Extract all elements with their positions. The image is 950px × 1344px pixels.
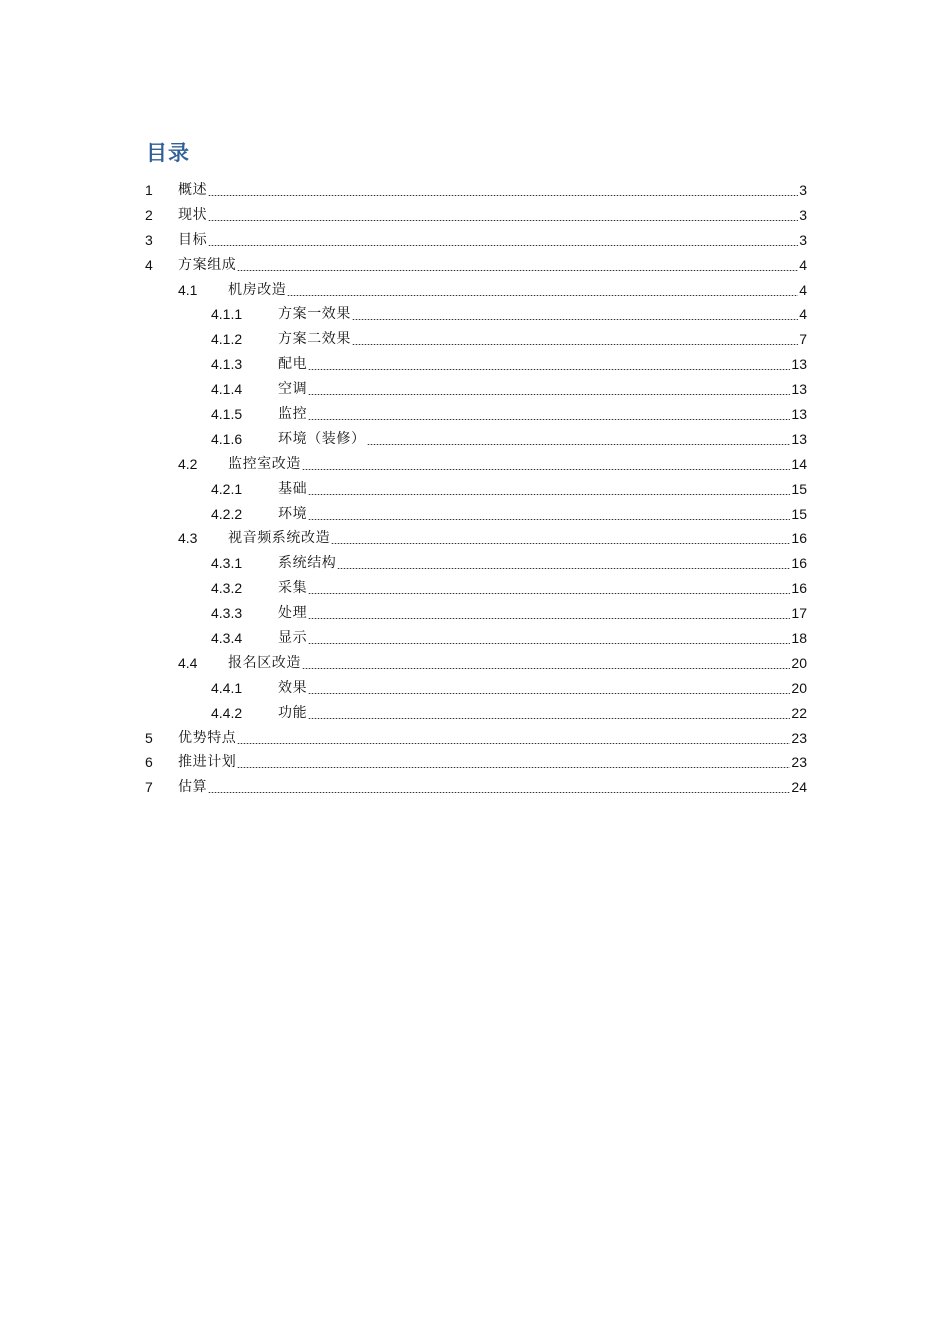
toc-dot-leader xyxy=(208,195,798,196)
toc-entry[interactable] xyxy=(145,726,807,751)
toc-entry-number: 4.1.4 xyxy=(211,381,243,398)
toc-entry-page-number: 22 xyxy=(791,704,807,721)
toc-entry[interactable] xyxy=(145,526,807,551)
toc-entry[interactable] xyxy=(145,302,807,327)
toc-entry-title: 处理 xyxy=(278,605,308,622)
toc-entry-page-number: 20 xyxy=(791,679,807,696)
toc-entry-page-number: 16 xyxy=(791,530,807,547)
toc-dot-leader xyxy=(308,693,790,694)
toc-entry-page-number: 13 xyxy=(791,430,807,447)
toc-dot-leader xyxy=(308,718,790,719)
toc-entry-title: 优势特点 xyxy=(178,729,237,746)
toc-dot-leader xyxy=(208,220,798,221)
toc-entry-title: 方案一效果 xyxy=(278,306,351,323)
toc-dot-leader xyxy=(337,568,790,569)
toc-dot-leader xyxy=(302,469,790,470)
toc-entry[interactable] xyxy=(145,750,807,775)
toc-entry[interactable] xyxy=(145,203,807,228)
toc-title: 目录 xyxy=(146,141,190,165)
toc-dot-leader xyxy=(308,369,790,370)
toc-entry-number: 4 xyxy=(145,256,153,273)
toc-entry[interactable] xyxy=(145,551,807,576)
toc-entry-title: 监控 xyxy=(278,406,308,423)
toc-entry[interactable] xyxy=(145,676,807,701)
toc-entry-number: 4.3.3 xyxy=(211,605,243,622)
toc-dot-leader xyxy=(367,444,791,445)
toc-dot-leader xyxy=(331,543,790,544)
toc-dot-leader xyxy=(308,643,790,644)
toc-dot-leader xyxy=(308,519,790,520)
toc-entry-page-number: 13 xyxy=(791,406,807,423)
toc-entry-number: 4.1.2 xyxy=(211,331,243,348)
toc-entry-title: 环境 xyxy=(278,505,308,522)
toc-entry-title: 现状 xyxy=(178,206,208,223)
toc-entry[interactable] xyxy=(145,601,807,626)
toc-entry-number: 3 xyxy=(145,231,153,248)
toc-entry[interactable] xyxy=(145,651,807,676)
toc-entry[interactable] xyxy=(145,502,807,527)
toc-entry-page-number: 4 xyxy=(799,281,807,298)
toc-entry-page-number: 7 xyxy=(799,331,807,348)
toc-entry[interactable] xyxy=(145,278,807,303)
toc-entry[interactable] xyxy=(145,352,807,377)
toc-entry-title: 基础 xyxy=(278,480,308,497)
toc-entry-title: 机房改造 xyxy=(228,281,287,298)
toc-entry-title: 报名区改造 xyxy=(228,654,301,671)
toc-entry[interactable] xyxy=(145,228,807,253)
toc-entry-number: 4.3.4 xyxy=(211,630,243,647)
toc-entry-page-number: 24 xyxy=(791,779,807,796)
toc-dot-leader xyxy=(302,668,790,669)
toc-dot-leader xyxy=(208,245,798,246)
toc-entry-title: 采集 xyxy=(278,580,308,597)
toc-entry-number: 4.1.5 xyxy=(211,406,243,423)
toc-entry-number: 4.1.6 xyxy=(211,430,243,447)
toc-entry-number: 4.4.1 xyxy=(211,679,243,696)
toc-dot-leader xyxy=(237,270,798,271)
toc-entry-page-number: 17 xyxy=(791,605,807,622)
toc-entry-page-number: 4 xyxy=(799,306,807,323)
toc-entry-title: 视音频系统改造 xyxy=(228,530,331,547)
toc-dot-leader xyxy=(308,494,790,495)
toc-entry-number: 2 xyxy=(145,206,153,223)
toc-entry-number: 4.4.2 xyxy=(211,704,243,721)
toc-entry-page-number: 23 xyxy=(791,729,807,746)
toc-entry-number: 4.1.1 xyxy=(211,306,243,323)
toc-entry-number: 4.3.2 xyxy=(211,580,243,597)
toc-dot-leader xyxy=(287,295,798,296)
table-of-contents xyxy=(145,178,807,800)
toc-entry-page-number: 13 xyxy=(791,381,807,398)
toc-entry-page-number: 15 xyxy=(791,505,807,522)
toc-entry-number: 5 xyxy=(145,729,153,746)
toc-entry-page-number: 18 xyxy=(791,630,807,647)
toc-entry-number: 4.2 xyxy=(178,455,198,472)
toc-entry-page-number: 13 xyxy=(791,356,807,373)
toc-entry-number: 4.2.1 xyxy=(211,480,243,497)
toc-dot-leader xyxy=(308,618,790,619)
toc-entry-number: 4.1 xyxy=(178,281,198,298)
toc-entry-title: 效果 xyxy=(278,679,308,696)
toc-entry-title: 环境（装修） xyxy=(278,430,366,447)
toc-dot-leader xyxy=(237,743,790,744)
toc-dot-leader xyxy=(352,344,798,345)
toc-entry-page-number: 23 xyxy=(791,754,807,771)
toc-dot-leader xyxy=(352,319,798,320)
toc-entry-page-number: 4 xyxy=(799,256,807,273)
toc-entry-page-number: 15 xyxy=(791,480,807,497)
toc-entry[interactable] xyxy=(145,253,807,278)
toc-entry-number: 4.1.3 xyxy=(211,356,243,373)
toc-entry-page-number: 3 xyxy=(799,182,807,198)
toc-entry-page-number: 3 xyxy=(799,231,807,248)
toc-entry-title: 方案二效果 xyxy=(278,331,351,348)
toc-entry-title: 功能 xyxy=(278,704,308,721)
toc-entry[interactable] xyxy=(145,576,807,601)
toc-entry[interactable] xyxy=(145,452,807,477)
toc-entry[interactable] xyxy=(145,178,807,203)
toc-entry-title: 目标 xyxy=(178,231,208,248)
toc-entry[interactable] xyxy=(145,775,807,800)
toc-entry-page-number: 16 xyxy=(791,580,807,597)
toc-entry-title: 系统结构 xyxy=(278,555,337,572)
toc-entry-title: 空调 xyxy=(278,381,308,398)
toc-entry-number: 4.3 xyxy=(178,530,198,547)
toc-entry-number: 6 xyxy=(145,754,153,771)
toc-entry-title: 概述 xyxy=(178,182,208,198)
toc-entry-page-number: 20 xyxy=(791,654,807,671)
toc-entry-title: 显示 xyxy=(278,630,308,647)
toc-dot-leader xyxy=(308,419,790,420)
toc-dot-leader xyxy=(308,593,790,594)
toc-entry-title: 方案组成 xyxy=(178,256,237,273)
toc-entry[interactable] xyxy=(145,477,807,502)
toc-entry-title: 估算 xyxy=(178,779,208,796)
toc-entry-page-number: 16 xyxy=(791,555,807,572)
toc-entry-number: 4.3.1 xyxy=(211,555,243,572)
toc-entry[interactable] xyxy=(145,701,807,726)
toc-entry-page-number: 3 xyxy=(799,206,807,223)
toc-entry[interactable] xyxy=(145,626,807,651)
toc-entry-number: 4.4 xyxy=(178,654,198,671)
toc-entry-title: 推进计划 xyxy=(178,754,237,771)
toc-entry-number: 1 xyxy=(145,182,153,198)
toc-entry[interactable] xyxy=(145,402,807,427)
toc-dot-leader xyxy=(237,767,790,768)
toc-dot-leader xyxy=(308,394,790,395)
toc-entry[interactable] xyxy=(145,377,807,402)
toc-entry[interactable] xyxy=(145,327,807,352)
toc-dot-leader xyxy=(208,792,790,793)
toc-entry-title: 监控室改造 xyxy=(228,455,301,472)
toc-entry[interactable] xyxy=(145,427,807,452)
toc-entry-title: 配电 xyxy=(278,356,308,373)
toc-entry-number: 4.2.2 xyxy=(211,505,243,522)
toc-entry-number: 7 xyxy=(145,779,153,796)
toc-entry-page-number: 14 xyxy=(791,455,807,472)
